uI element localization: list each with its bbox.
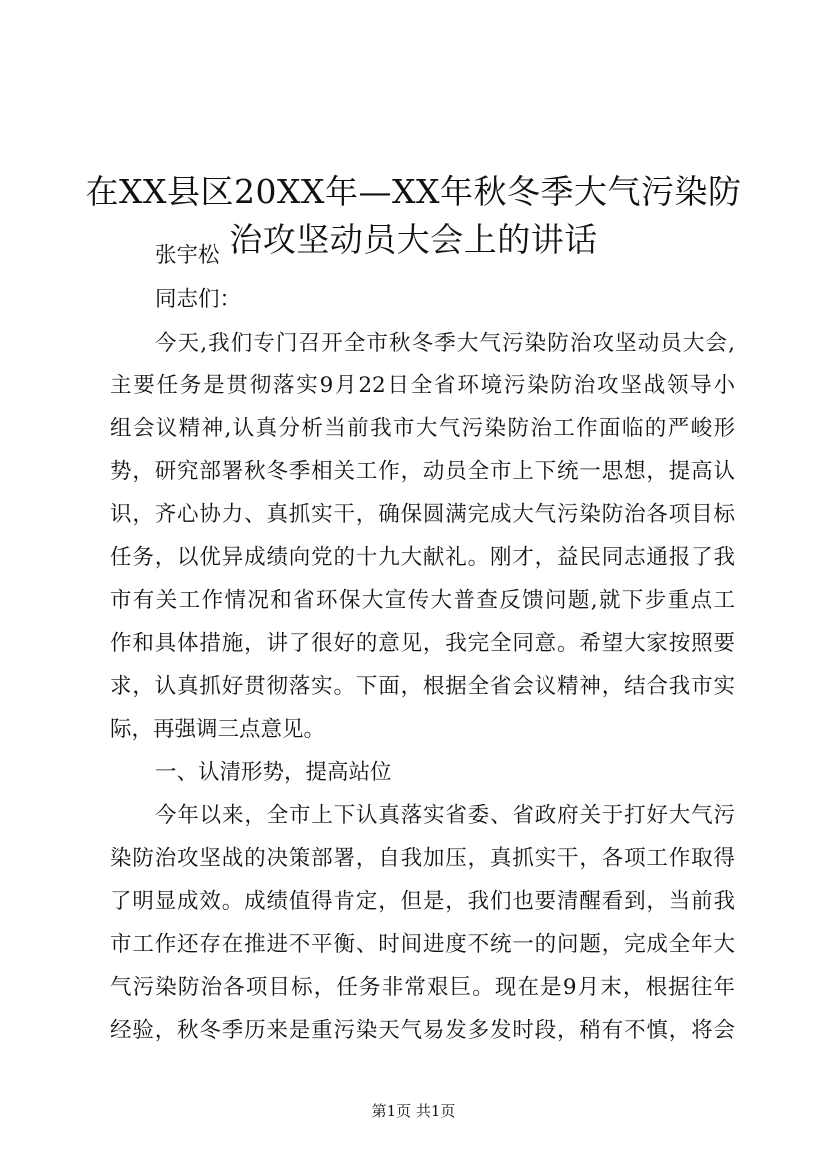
paragraph-line: 今年以来，全市上下认真落实省委、省政府关于打好大气污	[155, 803, 735, 828]
paragraph-line: 组会议精神,认真分析当前我市大气污染防治工作面临的严峻形	[110, 416, 735, 441]
salutation: 同志们：	[155, 287, 242, 312]
paragraph-line: 了明显成效。成绩值得肯定，但是，我们也要清醒看到，当前我	[110, 889, 735, 914]
paragraph-line: 主要任务是贯彻落实9月22日全省环境污染防治攻坚战领导小	[110, 373, 735, 398]
paragraph-line: 市有关工作情况和省环保大宣传大普查反馈问题,就下步重点工	[110, 588, 735, 613]
paragraph-line: 市工作还存在推进不平衡、时间进度不统一的问题，完成全年大	[110, 932, 735, 957]
paragraph-line: 势，研究部署秋冬季相关工作，动员全市上下统一思想，提高认	[110, 459, 735, 484]
paragraph-line: 际，再强调三点意见。	[110, 717, 326, 742]
paragraph-line: 求，认真抓好贯彻落实。下面，根据全省会议精神，结合我市实	[110, 674, 735, 699]
section-heading: 一、认清形势，提高站位	[155, 760, 392, 785]
paragraph-line: 经验，秋冬季历来是重污染天气易发多发时段，稍有不慎，将会	[110, 1018, 735, 1043]
paragraph-line: 气污染防治各项目标，任务非常艰巨。现在是9月末，根据往年	[110, 975, 735, 1000]
paragraph-line: 作和具体措施，讲了很好的意见，我完全同意。希望大家按照要	[110, 631, 735, 656]
paragraph-line: 今天,我们专门召开全市秋冬季大气污染防治攻坚动员大会,	[155, 331, 735, 356]
paragraph-line: 识，齐心协力、真抓实干，确保圆满完成大气污染防治各项目标	[110, 502, 735, 527]
author-name: 张宇松	[155, 243, 220, 268]
title-line: 治攻坚动员大会上的讲话	[229, 220, 598, 260]
paragraph-line: 任务，以优异成绩向党的十九大献礼。刚才，益民同志通报了我	[110, 545, 735, 570]
paragraph-line: 染防治攻坚战的决策部署，自我加压，真抓实干，各项工作取得	[110, 846, 735, 871]
title-line: 在XX县区20XX年—XX年秋冬季大气污染防	[85, 172, 742, 212]
page-footer: 第1页 共1页	[371, 1102, 456, 1120]
